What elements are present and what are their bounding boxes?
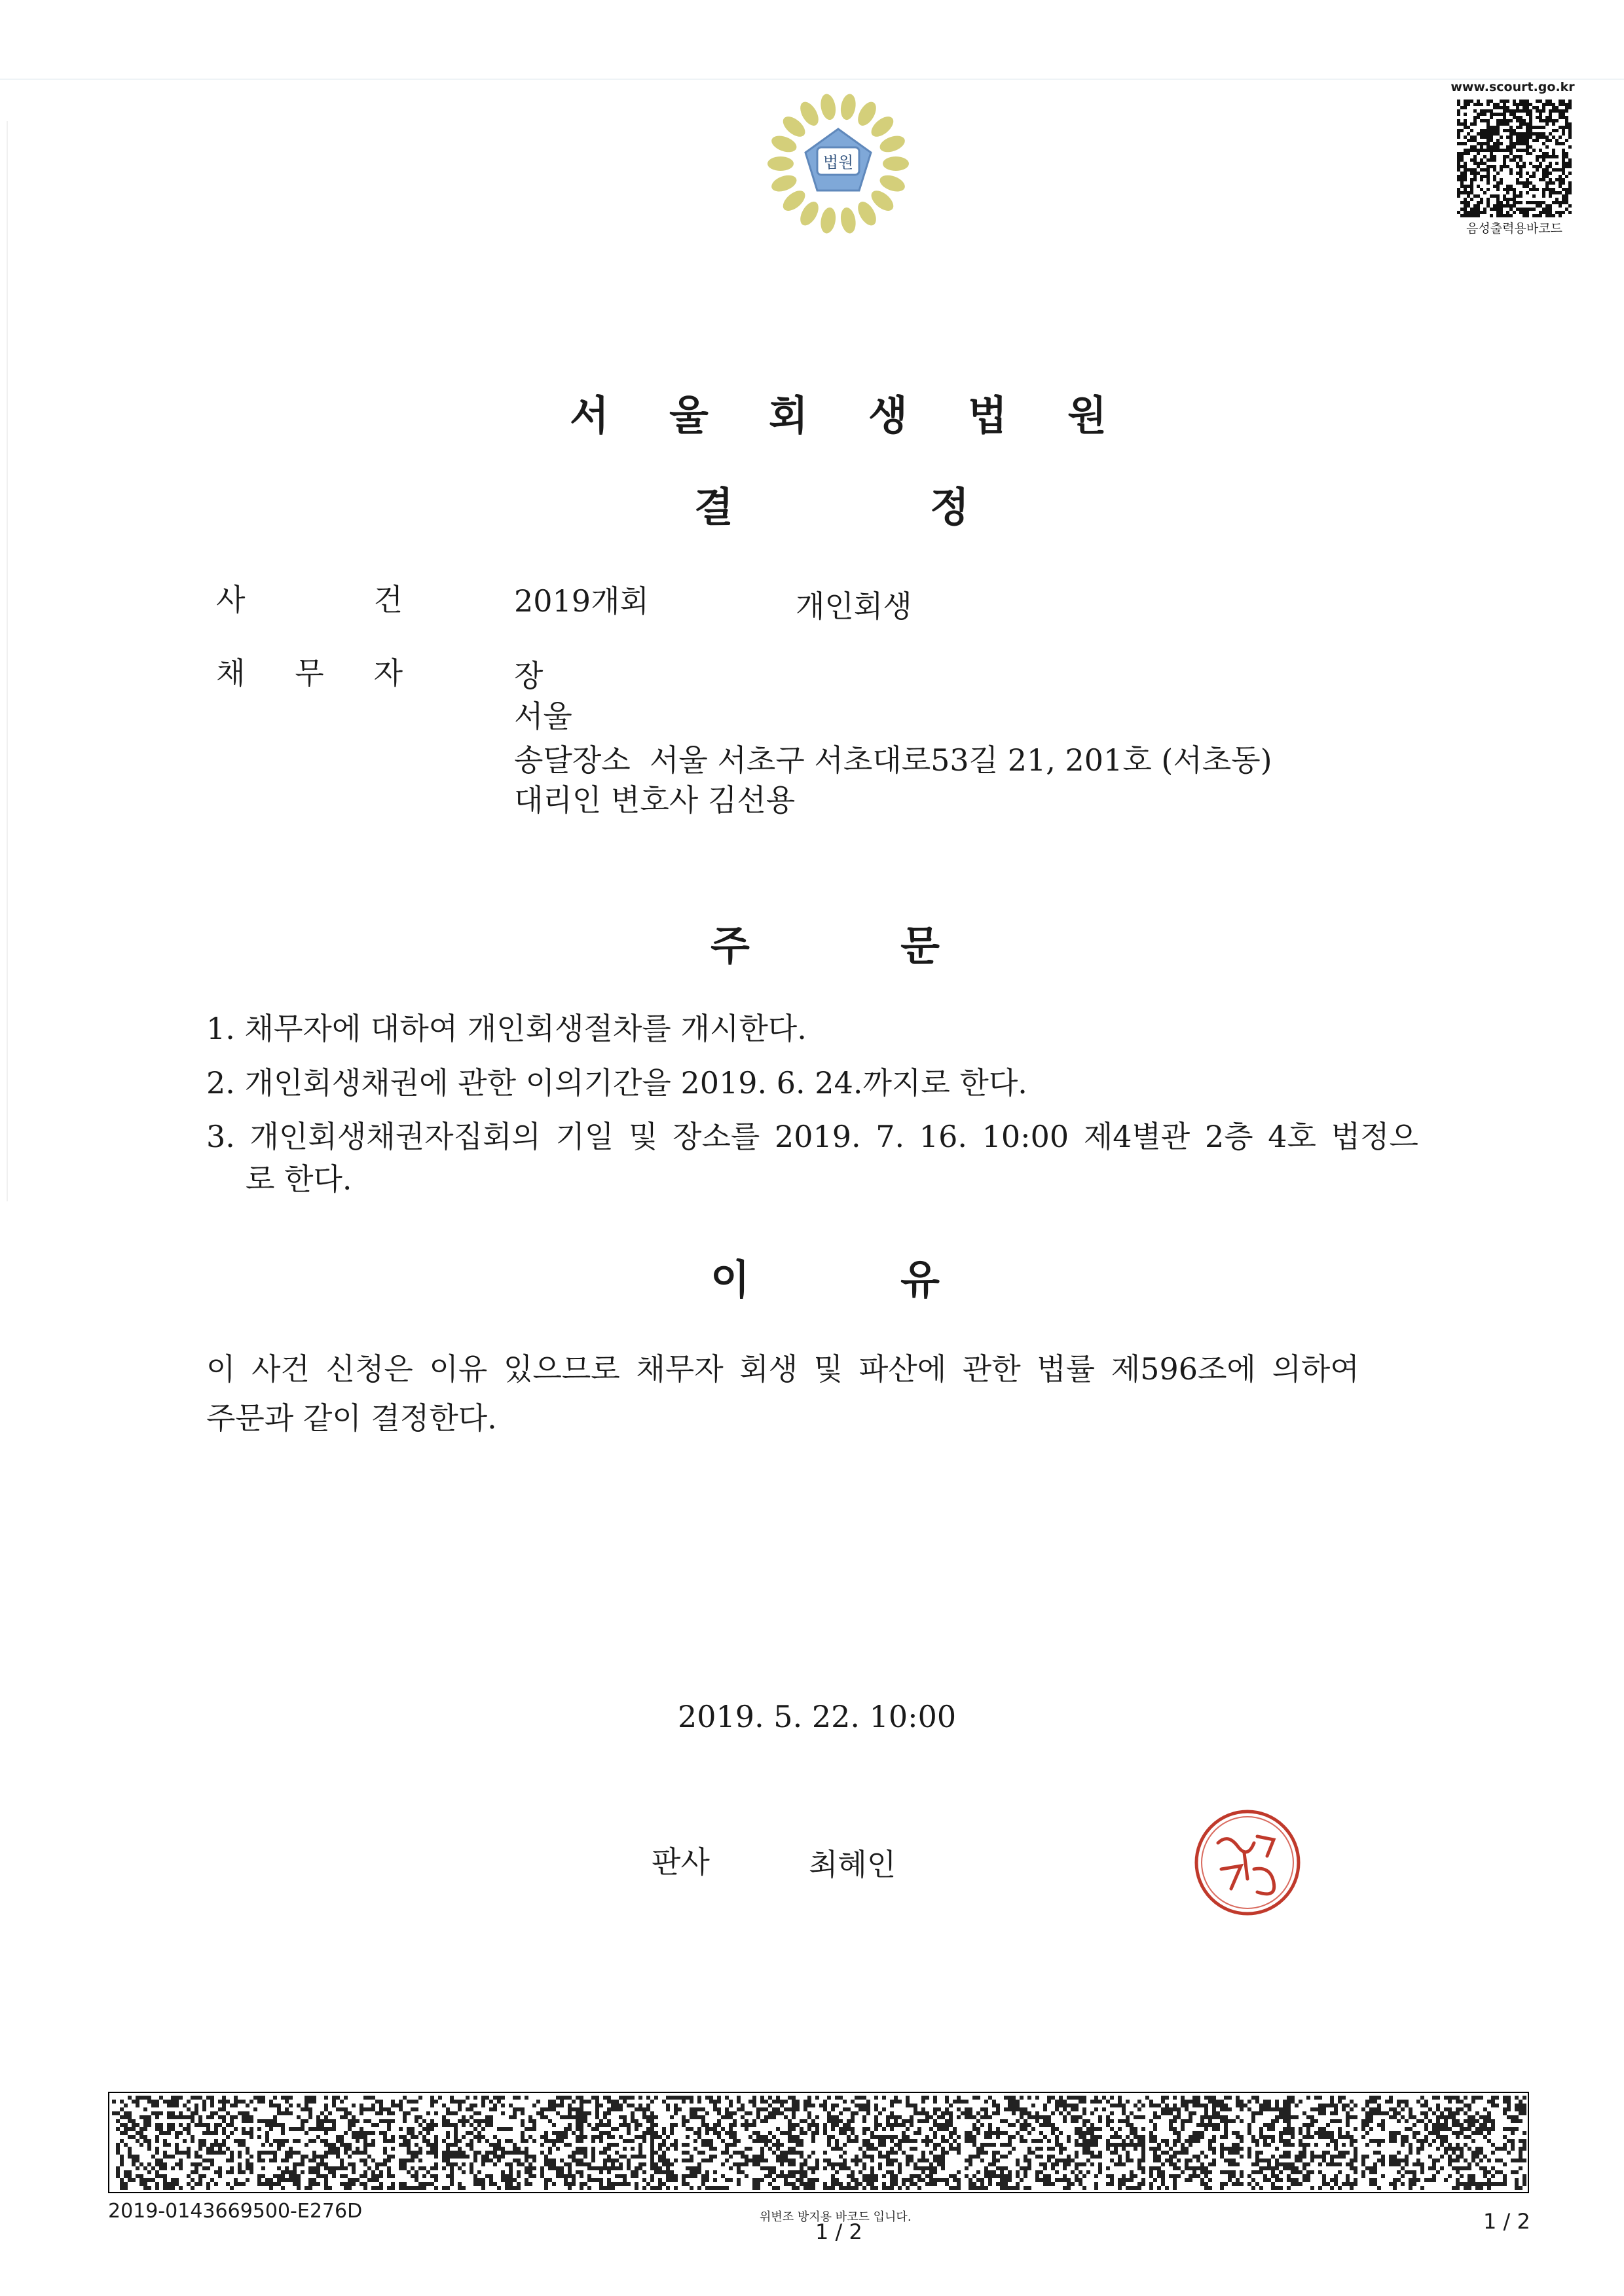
- order-item: 1. 채무자에 대하여 개인회생절차를 개시한다.: [206, 1011, 807, 1046]
- debtor-name: 장: [514, 658, 544, 693]
- judge-title: 판사: [652, 1844, 710, 1880]
- judge-seal-stamp: [1192, 1807, 1303, 1918]
- scan-edge-line: [7, 121, 8, 1201]
- reason-text: 이 사건 신청은 이유 있으므로 채무자 회생 및 파산에 관한 법률 제596조에 의하여: [206, 1351, 1359, 1387]
- service-address: 송달장소 서울 서초구 서초대로53길 21, 201호 (서초동): [514, 742, 1272, 778]
- court-name-char: 서: [570, 392, 609, 439]
- decision-title-char: 결: [694, 483, 733, 531]
- order-item: 3. 개인회생채권자집회의 기일 및 장소를 2019. 7. 16. 10:00 제4별관 2층 4호 법정으: [206, 1119, 1418, 1154]
- court-name-char: 울: [669, 392, 709, 439]
- court-name-char: 생: [868, 392, 908, 439]
- case-label-char: 건: [373, 582, 403, 617]
- order-title-char: 문: [900, 922, 940, 970]
- decision-title: [694, 475, 969, 533]
- anti-forgery-barcode: [108, 2092, 1529, 2193]
- court-name-char: 법: [968, 392, 1007, 439]
- document-id: 2019-0143669500-E276D: [108, 2200, 363, 2223]
- page-number-right: 1 / 2: [1483, 2209, 1530, 2234]
- voice-output-barcode: [1457, 100, 1572, 217]
- court-emblem-icon: [760, 88, 917, 246]
- decision-title-char: 정: [930, 483, 969, 531]
- case-type: 개인회생: [796, 589, 912, 624]
- reason-title-char: 이: [710, 1256, 750, 1303]
- debtor-label-char: 무: [295, 655, 324, 691]
- site-url: www.scourt.go.kr: [1450, 80, 1575, 94]
- decision-date: 2019. 5. 22. 10:00: [678, 1699, 957, 1734]
- order-item-continuation: 로 한다.: [246, 1161, 352, 1197]
- court-name-char: 원: [1067, 392, 1107, 439]
- page-number-center: 1 / 2: [815, 2219, 862, 2244]
- barcode-caption: 음성출력용바코드: [1466, 221, 1562, 236]
- scan-edge-line: [0, 79, 1624, 80]
- order-item: 2. 개인회생채권에 관한 이의기간을 2019. 6. 24.까지로 한다.: [206, 1065, 1027, 1101]
- case-number: 2019개회: [514, 583, 649, 619]
- anti-forgery-caption: 위변조 방지용 바코드 입니다.: [760, 2210, 912, 2224]
- reason-title-char: 유: [900, 1256, 940, 1303]
- reason-text: 주문과 같이 결정한다.: [206, 1400, 497, 1436]
- order-title: [710, 913, 940, 972]
- debtor-label: [216, 649, 403, 693]
- debtor-label-char: 채: [216, 655, 246, 691]
- case-label-char: 사: [216, 582, 246, 617]
- reason-title: [710, 1247, 940, 1305]
- representative: 대리인 변호사 김선용: [514, 782, 796, 818]
- emblem-label: 법원: [822, 153, 854, 172]
- court-name: [570, 383, 1107, 441]
- judge-name: 최혜인: [809, 1847, 896, 1882]
- court-name-char: 회: [769, 392, 808, 439]
- order-title-char: 주: [710, 922, 750, 970]
- debtor-address: 서울: [514, 699, 572, 734]
- debtor-label-char: 자: [373, 655, 403, 691]
- case-label: [216, 576, 403, 619]
